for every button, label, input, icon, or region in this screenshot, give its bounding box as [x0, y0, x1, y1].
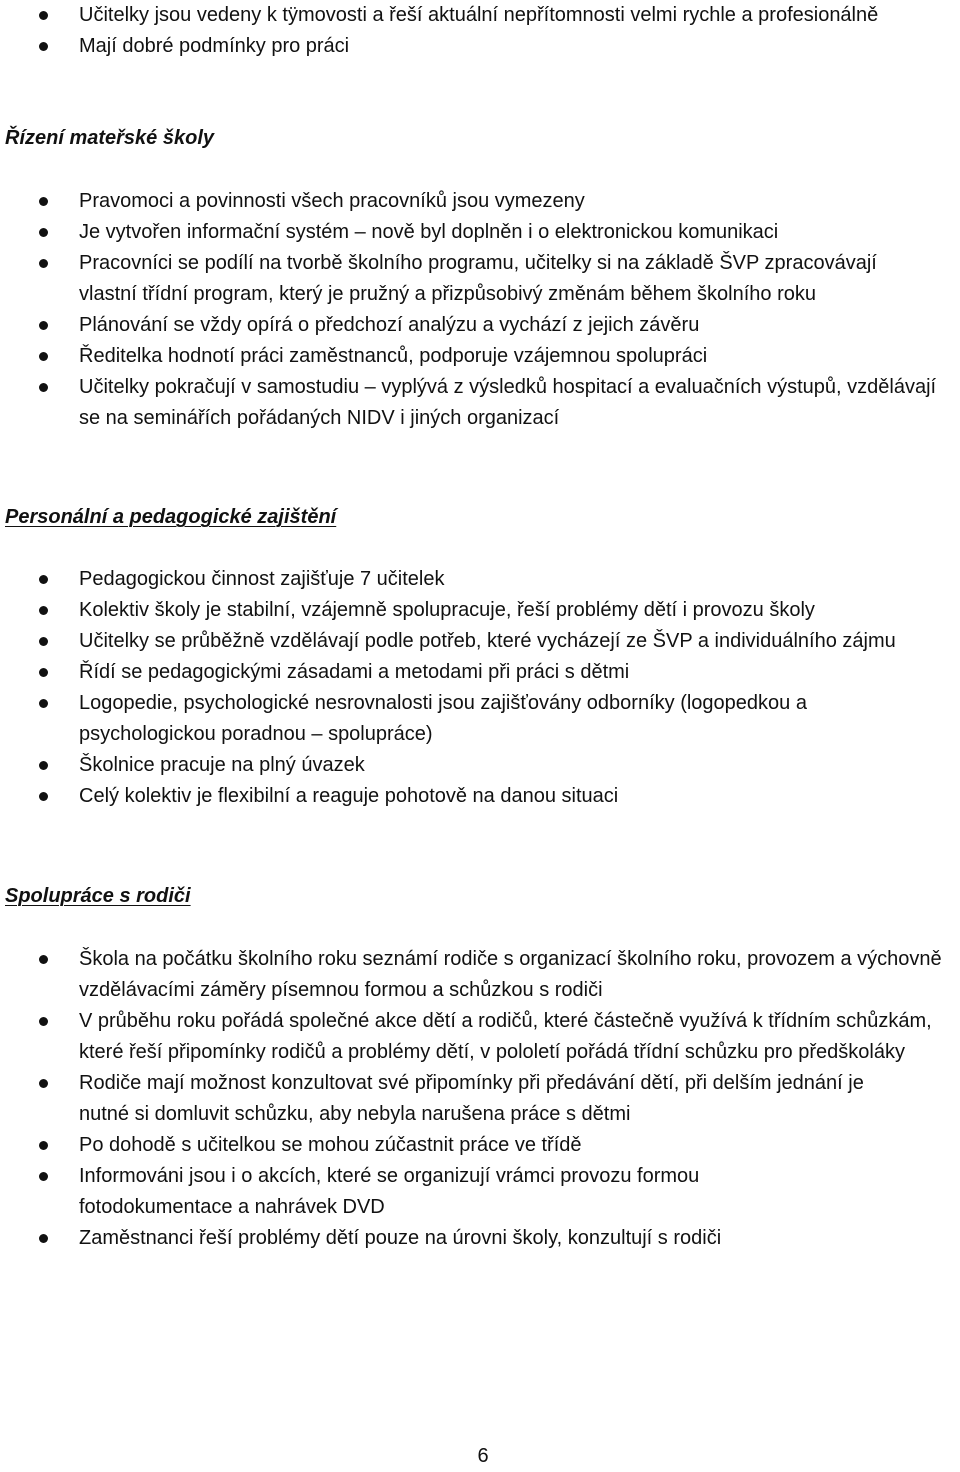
section-heading-spoluprace: Spolupráce s rodiči [5, 885, 191, 907]
list-item: Rodiče mají možnost konzultovat své připomínky při předávání dětí, při delším jednání je nutné si domluvit schůzku, aby nebyla narušena práce s dětmi [0, 1068, 960, 1130]
list-item: Učitelky se průběžně vzdělávají podle potřeb, které vycházejí ze ŠVP a individuálního zájmu [0, 626, 950, 657]
list-item: Pravomoci a povinnosti všech pracovníků jsou vymezeny [0, 186, 952, 217]
bullet-icon [39, 1079, 48, 1088]
list-item: Logopedie, psychologické nesrovnalosti jsou zajišťovány odborníky (logopedkou a psychologickou poradnou – spolupráce) [0, 688, 950, 750]
bullet-icon [39, 11, 48, 20]
list-item: Pedagogickou činnost zajišťuje 7 učitelek [0, 564, 950, 595]
list-item: V průběhu roku pořádá společné akce dětí a rodičů, které částečně využívá k třídním schůzkám, které řeší připomínky rodičů a problémy dětí, v pololetí pořádá třídní schůzku pro předškoláky [0, 1006, 960, 1068]
section-list-spoluprace [0, 944, 960, 1254]
list-item: Kolektiv školy je stabilní, vzájemně spolupracuje, řeší problémy dětí i provozu školy [0, 595, 950, 626]
section-heading-rizeni: Řízení mateřské školy [5, 127, 214, 149]
bullet-icon [39, 761, 48, 770]
list-item: Mají dobré podmínky pro práci [0, 31, 950, 62]
top-bullet-list [0, 0, 960, 62]
bullet-icon [39, 352, 48, 361]
bullet-icon [39, 637, 48, 646]
list-item: Školnice pracuje na plný úvazek [0, 750, 950, 781]
bullet-icon [39, 1234, 48, 1243]
bullet-icon [39, 606, 48, 615]
bullet-icon [39, 259, 48, 268]
list-item: Informováni jsou i o akcích, které se organizují vrámci provozu formou fotodokumentace a nahrávek DVD [0, 1161, 960, 1223]
list-item: Ředitelka hodnotí práci zaměstnanců, podporuje vzájemnou spolupráci [0, 341, 952, 372]
list-item: Zaměstnanci řeší problémy dětí pouze na úrovni školy, konzultují s rodiči [0, 1223, 960, 1254]
bullet-icon [39, 1172, 48, 1181]
page-number: 6 [477, 1445, 489, 1467]
list-item: Pracovníci se podílí na tvorbě školního programu, učitelky si na základě ŠVP zpracovávají vlastní třídní program, který je pružný a přizpůsobivý změnám během školního roku [0, 248, 952, 310]
list-item: Je vytvořen informační systém – nově byl doplněn i o elektronickou komunikaci [0, 217, 952, 248]
bullet-icon [39, 668, 48, 677]
section-heading-personalni: Personální a pedagogické zajištění [5, 506, 337, 528]
bullet-icon [39, 575, 48, 584]
section-list-rizeni [0, 186, 960, 434]
list-item: Učitelky pokračují v samostudiu – vyplývá z výsledků hospitací a evaluačních výstupů, vzdělávají se na seminářích pořádaných NIDV i jiných organizací [0, 372, 952, 434]
section-list-personalni [0, 564, 960, 812]
bullet-icon [39, 1017, 48, 1026]
bullet-icon [39, 321, 48, 330]
list-item: Po dohodě s učitelkou se mohou zúčastnit práce ve třídě [0, 1130, 960, 1161]
bullet-icon [39, 197, 48, 206]
bullet-icon [39, 1141, 48, 1150]
list-item: Řídí se pedagogickými zásadami a metodami při práci s dětmi [0, 657, 950, 688]
bullet-icon [39, 792, 48, 801]
bullet-icon [39, 228, 48, 237]
bullet-icon [39, 699, 48, 708]
bullet-icon [39, 955, 48, 964]
bullet-icon [39, 383, 48, 392]
list-item: Učitelky jsou vedeny k tÿmovosti a řeší aktuální nepřítomnosti velmi rychle a profesionálně [0, 0, 950, 31]
list-item: Plánování se vždy opírá o předchozí analýzu a vychází z jejich závěru [0, 310, 952, 341]
bullet-icon [39, 42, 48, 51]
list-item: Škola na počátku školního roku seznámí rodiče s organizací školního roku, provozem a výchovně vzdělávacími záměry písemnou formou a schůzkou s rodiči [0, 944, 960, 1006]
list-item: Celý kolektiv je flexibilní a reaguje pohotově na danou situaci [0, 781, 950, 812]
